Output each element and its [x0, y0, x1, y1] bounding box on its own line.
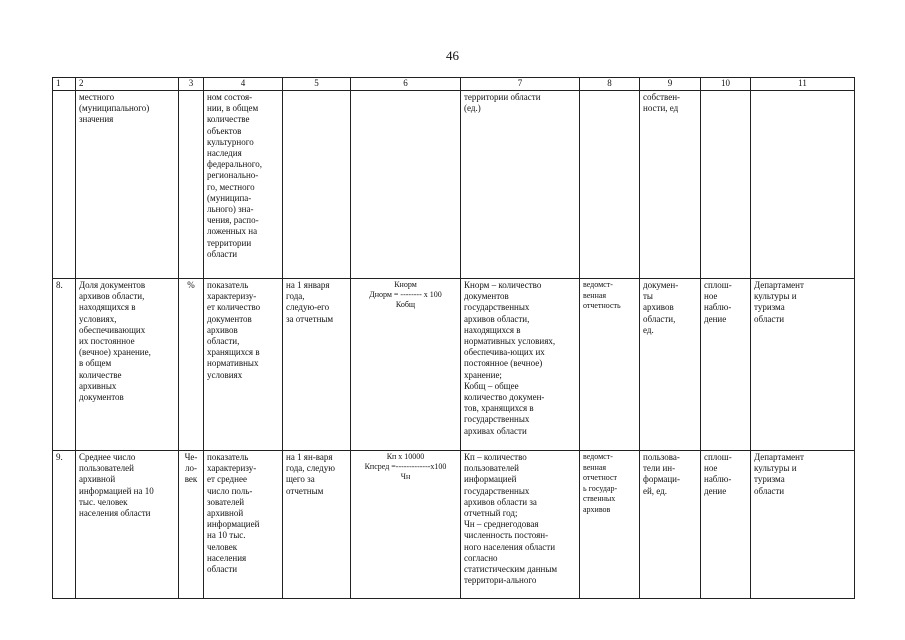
column-number-row — [53, 78, 855, 91]
row-number — [53, 91, 76, 279]
indicators-table — [52, 77, 855, 599]
formula-terms: территории области (ед.) — [461, 91, 580, 279]
column-number: 10 — [701, 78, 751, 91]
time-characteristic: на 1 января года, следую-его за отчетным — [283, 279, 351, 451]
column-number: 9 — [640, 78, 701, 91]
formula-terms: Кп – количество пользователей информацией государственных архивов области за отчетный год; Чн – среднегодовая численность постоян- ного населения области согласно статистическим данным территори-ального — [461, 451, 580, 599]
responsible-body: Департамент культуры и туризма области — [751, 451, 855, 599]
collection-method: сплош- ное наблю- дение — [701, 451, 751, 599]
calculation-formula — [351, 91, 461, 279]
column-number: 5 — [283, 78, 351, 91]
column-number: 4 — [204, 78, 283, 91]
row-number: 8. — [53, 279, 76, 451]
time-characteristic: на 1 ян-варя года, следую щего за отчетным — [283, 451, 351, 599]
indicator-name: Среднее число пользователей архивной информацией на 10 тыс. человек населения области — [76, 451, 179, 599]
indicator-name: местного (муниципального) значения — [76, 91, 179, 279]
observation-unit: собствен- ности, ед — [640, 91, 701, 279]
collection-method: сплош- ное наблю- дение — [701, 279, 751, 451]
column-number: 8 — [580, 78, 640, 91]
indicator-definition: показатель характеризу- ет среднее число поль- зователей архивной информацией на 10 тыс. человек населения области — [204, 451, 283, 599]
calculation-formula: Кнорм Днорм = -------- х 100 Кобщ — [351, 279, 461, 451]
time-characteristic — [283, 91, 351, 279]
unit: Че- ло- век — [179, 451, 204, 599]
column-number: 7 — [461, 78, 580, 91]
data-source — [580, 91, 640, 279]
column-number: 1 — [53, 78, 76, 91]
row-number: 9. — [53, 451, 76, 599]
indicator-name: Доля документов архивов области, находящихся в условиях, обеспечивающих их постоянное (вечное) хранение, в общем количестве архивных документов — [76, 279, 179, 451]
unit — [179, 91, 204, 279]
page-number: 46 — [446, 48, 459, 63]
observation-unit: пользова- тели ин- формаци- ей, ед. — [640, 451, 701, 599]
formula-terms: Кнорм – количество документов государственных архивов области, находящихся в нормативных условиях, обеспечива-ющих их постоянное (вечное) хранение; Кобщ – общее количество докумен- тов, хранящихся в государственных архивах области — [461, 279, 580, 451]
collection-method — [701, 91, 751, 279]
indicator-definition: показатель характеризу- ет количество документов архивов области, хранящихся в нормативных условиях — [204, 279, 283, 451]
observation-unit: докумен- ты архивов области, ед. — [640, 279, 701, 451]
calculation-formula: Кп х 10000 Кпсред =-------------х100 Чн — [351, 451, 461, 599]
responsible-body — [751, 91, 855, 279]
column-number: 2 — [76, 78, 179, 91]
responsible-body: Департамент культуры и туризма области — [751, 279, 855, 451]
table-row-9 — [53, 451, 855, 599]
column-number: 11 — [751, 78, 855, 91]
table-row-8 — [53, 279, 855, 451]
data-source: ведомст- венная отчетност ь государ- ственных архивов — [580, 451, 640, 599]
unit: % — [179, 279, 204, 451]
table-row-continuation — [53, 91, 855, 279]
indicator-definition: ном состоя- нии, в общем количестве объектов культурного наследия федерального, регионально- го, местного (муниципа- льного) зна- чения, распо- ложенных на территории области — [204, 91, 283, 279]
data-source: ведомст- венная отчетность — [580, 279, 640, 451]
column-number: 6 — [351, 78, 461, 91]
column-number: 3 — [179, 78, 204, 91]
